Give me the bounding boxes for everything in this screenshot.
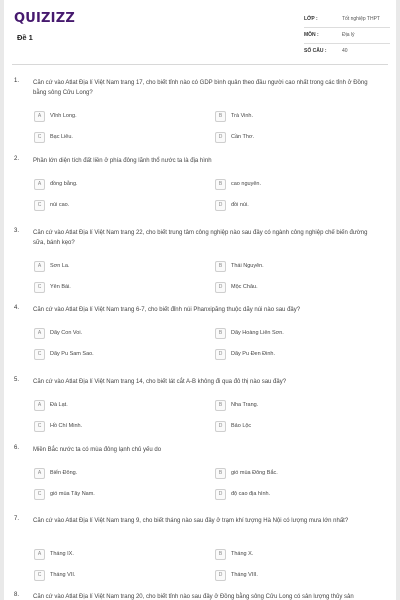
option-letter-box: C [34, 282, 45, 293]
answer-option-c[interactable] [34, 200, 184, 213]
answer-option-c[interactable] [34, 570, 184, 583]
option-text: Bảo Lộc [231, 423, 252, 429]
option-text: Tháng VIII. [231, 572, 258, 578]
question-text: Căn cứ vào Atlat Địa lí Việt Nam trang 14, cho biết lát cắt A-B không đi qua đô thị nào sau đây? [33, 379, 287, 385]
option-text: Nha Trang. [231, 402, 259, 408]
answer-option-a[interactable] [34, 468, 184, 481]
meta-label: LỚP : [304, 16, 318, 22]
option-text: Thái Nguyên. [231, 263, 264, 269]
option-letter-box: C [34, 349, 45, 360]
option-text: đồi núi. [231, 202, 249, 208]
answer-option-b[interactable] [215, 111, 365, 124]
answer-option-c[interactable] [34, 282, 184, 295]
answer-option-b[interactable] [215, 179, 365, 192]
answer-option-d[interactable] [215, 132, 365, 145]
answer-option-b[interactable] [215, 549, 365, 562]
worksheet-page [4, 0, 396, 600]
answer-option-d[interactable] [215, 349, 365, 362]
answer-option-d[interactable] [215, 282, 365, 295]
option-letter-box: A [34, 328, 45, 339]
option-text: gió mùa Đông Bắc. [231, 470, 278, 476]
option-text: Dãy Pu Đen Đinh. [231, 351, 276, 357]
answer-option-b[interactable] [215, 400, 365, 413]
question-text: Căn cứ vào Atlat Địa lí Việt Nam trang 20, cho biết tỉnh nào sau đây ở Đồng bằng sông Cửu Long có sản lượng thủy sản [33, 594, 354, 600]
option-text: độ cao địa hình. [231, 491, 271, 497]
option-text: Cần Thơ. [231, 134, 255, 140]
answer-option-a[interactable] [34, 261, 184, 274]
answer-option-d[interactable] [215, 489, 365, 502]
answer-option-a[interactable] [34, 328, 184, 341]
question-number: 2. [14, 156, 20, 162]
option-letter-box: A [34, 261, 45, 272]
answer-option-a[interactable] [34, 179, 184, 192]
option-letter-box: D [215, 132, 226, 143]
option-text: Tháng IX. [50, 551, 74, 557]
option-letter-box: A [34, 468, 45, 479]
option-text: Sơn La. [50, 263, 70, 269]
option-text: gió mùa Tây Nam. [50, 491, 95, 497]
option-text: Bạc Liêu. [50, 134, 73, 140]
answer-option-b[interactable] [215, 261, 365, 274]
option-text: Trà Vinh. [231, 113, 254, 119]
option-letter-box: B [215, 111, 226, 122]
option-letter-box: A [34, 400, 45, 411]
option-text: Tháng VII. [50, 572, 76, 578]
meta-value: 40 [342, 48, 348, 54]
answer-option-a[interactable] [34, 549, 184, 562]
question-text: Căn cứ vào Atlat Địa lí Việt Nam trang 9, cho biết tháng nào sau đây ở trạm khí tượng Hà Nội có lượng mưa lớn nhất? [33, 518, 349, 524]
option-text: cao nguyên. [231, 181, 261, 187]
answer-option-d[interactable] [215, 570, 365, 583]
option-text: Dãy Hoàng Liên Sơn. [231, 330, 284, 336]
question-number: 4. [14, 305, 20, 311]
meta-row-question-count [304, 44, 390, 60]
option-letter-box: D [215, 489, 226, 500]
option-text: Đà Lạt. [50, 402, 68, 408]
option-letter-box: C [34, 489, 45, 500]
option-letter-box: C [34, 200, 45, 211]
option-letter-box: B [215, 328, 226, 339]
header-divider [12, 64, 388, 65]
quizizz-logo: QUIZIZZ [14, 11, 75, 26]
option-text: núi cao. [50, 202, 70, 208]
option-letter-box: D [215, 421, 226, 432]
option-text: Hồ Chí Minh. [50, 423, 83, 429]
option-text: Biển Đông. [50, 470, 78, 476]
option-letter-box: D [215, 349, 226, 360]
answer-option-c[interactable] [34, 349, 184, 362]
meta-value: Tốt nghiệp THPT [342, 16, 380, 22]
answer-option-c[interactable] [34, 489, 184, 502]
answer-option-c[interactable] [34, 421, 184, 434]
question-text: Phần lớn diện tích đất liền ở phía đông lãnh thổ nước ta là địa hình [33, 158, 212, 164]
option-letter-box: D [215, 282, 226, 293]
option-text: Yên Bái. [50, 284, 71, 290]
option-letter-box: D [215, 200, 226, 211]
question-number: 5. [14, 377, 20, 383]
question-text: Căn cứ vào Atlat Địa lí Việt Nam trang 22, cho biết trung tâm công nghiệp nào sau đây có ngành công nghiệp chế biến đường sữa, bánh kẹo? [33, 230, 368, 246]
option-text: Dãy Pu Sam Sao. [50, 351, 94, 357]
answer-option-c[interactable] [34, 132, 184, 145]
answer-option-b[interactable] [215, 328, 365, 341]
meta-row-class [304, 12, 390, 28]
meta-table [304, 12, 390, 60]
option-text: Mộc Châu. [231, 284, 258, 290]
option-letter-box: B [215, 400, 226, 411]
answer-option-d[interactable] [215, 421, 365, 434]
answer-option-b[interactable] [215, 468, 365, 481]
option-letter-box: C [34, 132, 45, 143]
option-text: Dãy Con Voi. [50, 330, 83, 336]
option-letter-box: C [34, 421, 45, 432]
option-letter-box: B [215, 468, 226, 479]
option-letter-box: A [34, 111, 45, 122]
question-number: 3. [14, 228, 20, 234]
question-number: 1. [14, 78, 20, 84]
question-text: Căn cứ vào Atlat Địa lí Việt Nam trang 6-7, cho biết đỉnh núi Phanxipăng thuộc dãy núi nào sau đây? [33, 307, 301, 313]
meta-value: Địa lý [342, 32, 355, 38]
question-text: Miền Bắc nước ta có mùa đông lạnh chủ yếu do [33, 447, 162, 453]
meta-label: SỐ CÂU : [304, 48, 327, 54]
option-letter-box: D [215, 570, 226, 581]
question-number: 8. [14, 592, 20, 598]
option-letter-box: A [34, 549, 45, 560]
meta-row-subject [304, 28, 390, 44]
meta-label: MÔN : [304, 32, 319, 38]
answer-option-a[interactable] [34, 400, 184, 413]
question-number: 7. [14, 516, 20, 522]
option-text: Tháng X. [231, 551, 254, 557]
option-letter-box: B [215, 261, 226, 272]
question-text: Căn cứ vào Atlat Địa lí Việt Nam trang 17, cho biết tỉnh nào có GDP bình quân theo đầu người cao nhất trong các tỉnh ở Đồng bằng sông Cửu Long? [33, 80, 368, 96]
option-text: Vĩnh Long. [50, 113, 77, 119]
option-letter-box: A [34, 179, 45, 190]
option-text: đồng bằng. [50, 181, 78, 187]
option-letter-box: B [215, 179, 226, 190]
option-letter-box: C [34, 570, 45, 581]
option-letter-box: B [215, 549, 226, 560]
question-number: 6. [14, 445, 20, 451]
answer-option-a[interactable] [34, 111, 184, 124]
page-title: Đề 1 [17, 33, 33, 42]
answer-option-d[interactable] [215, 200, 365, 213]
